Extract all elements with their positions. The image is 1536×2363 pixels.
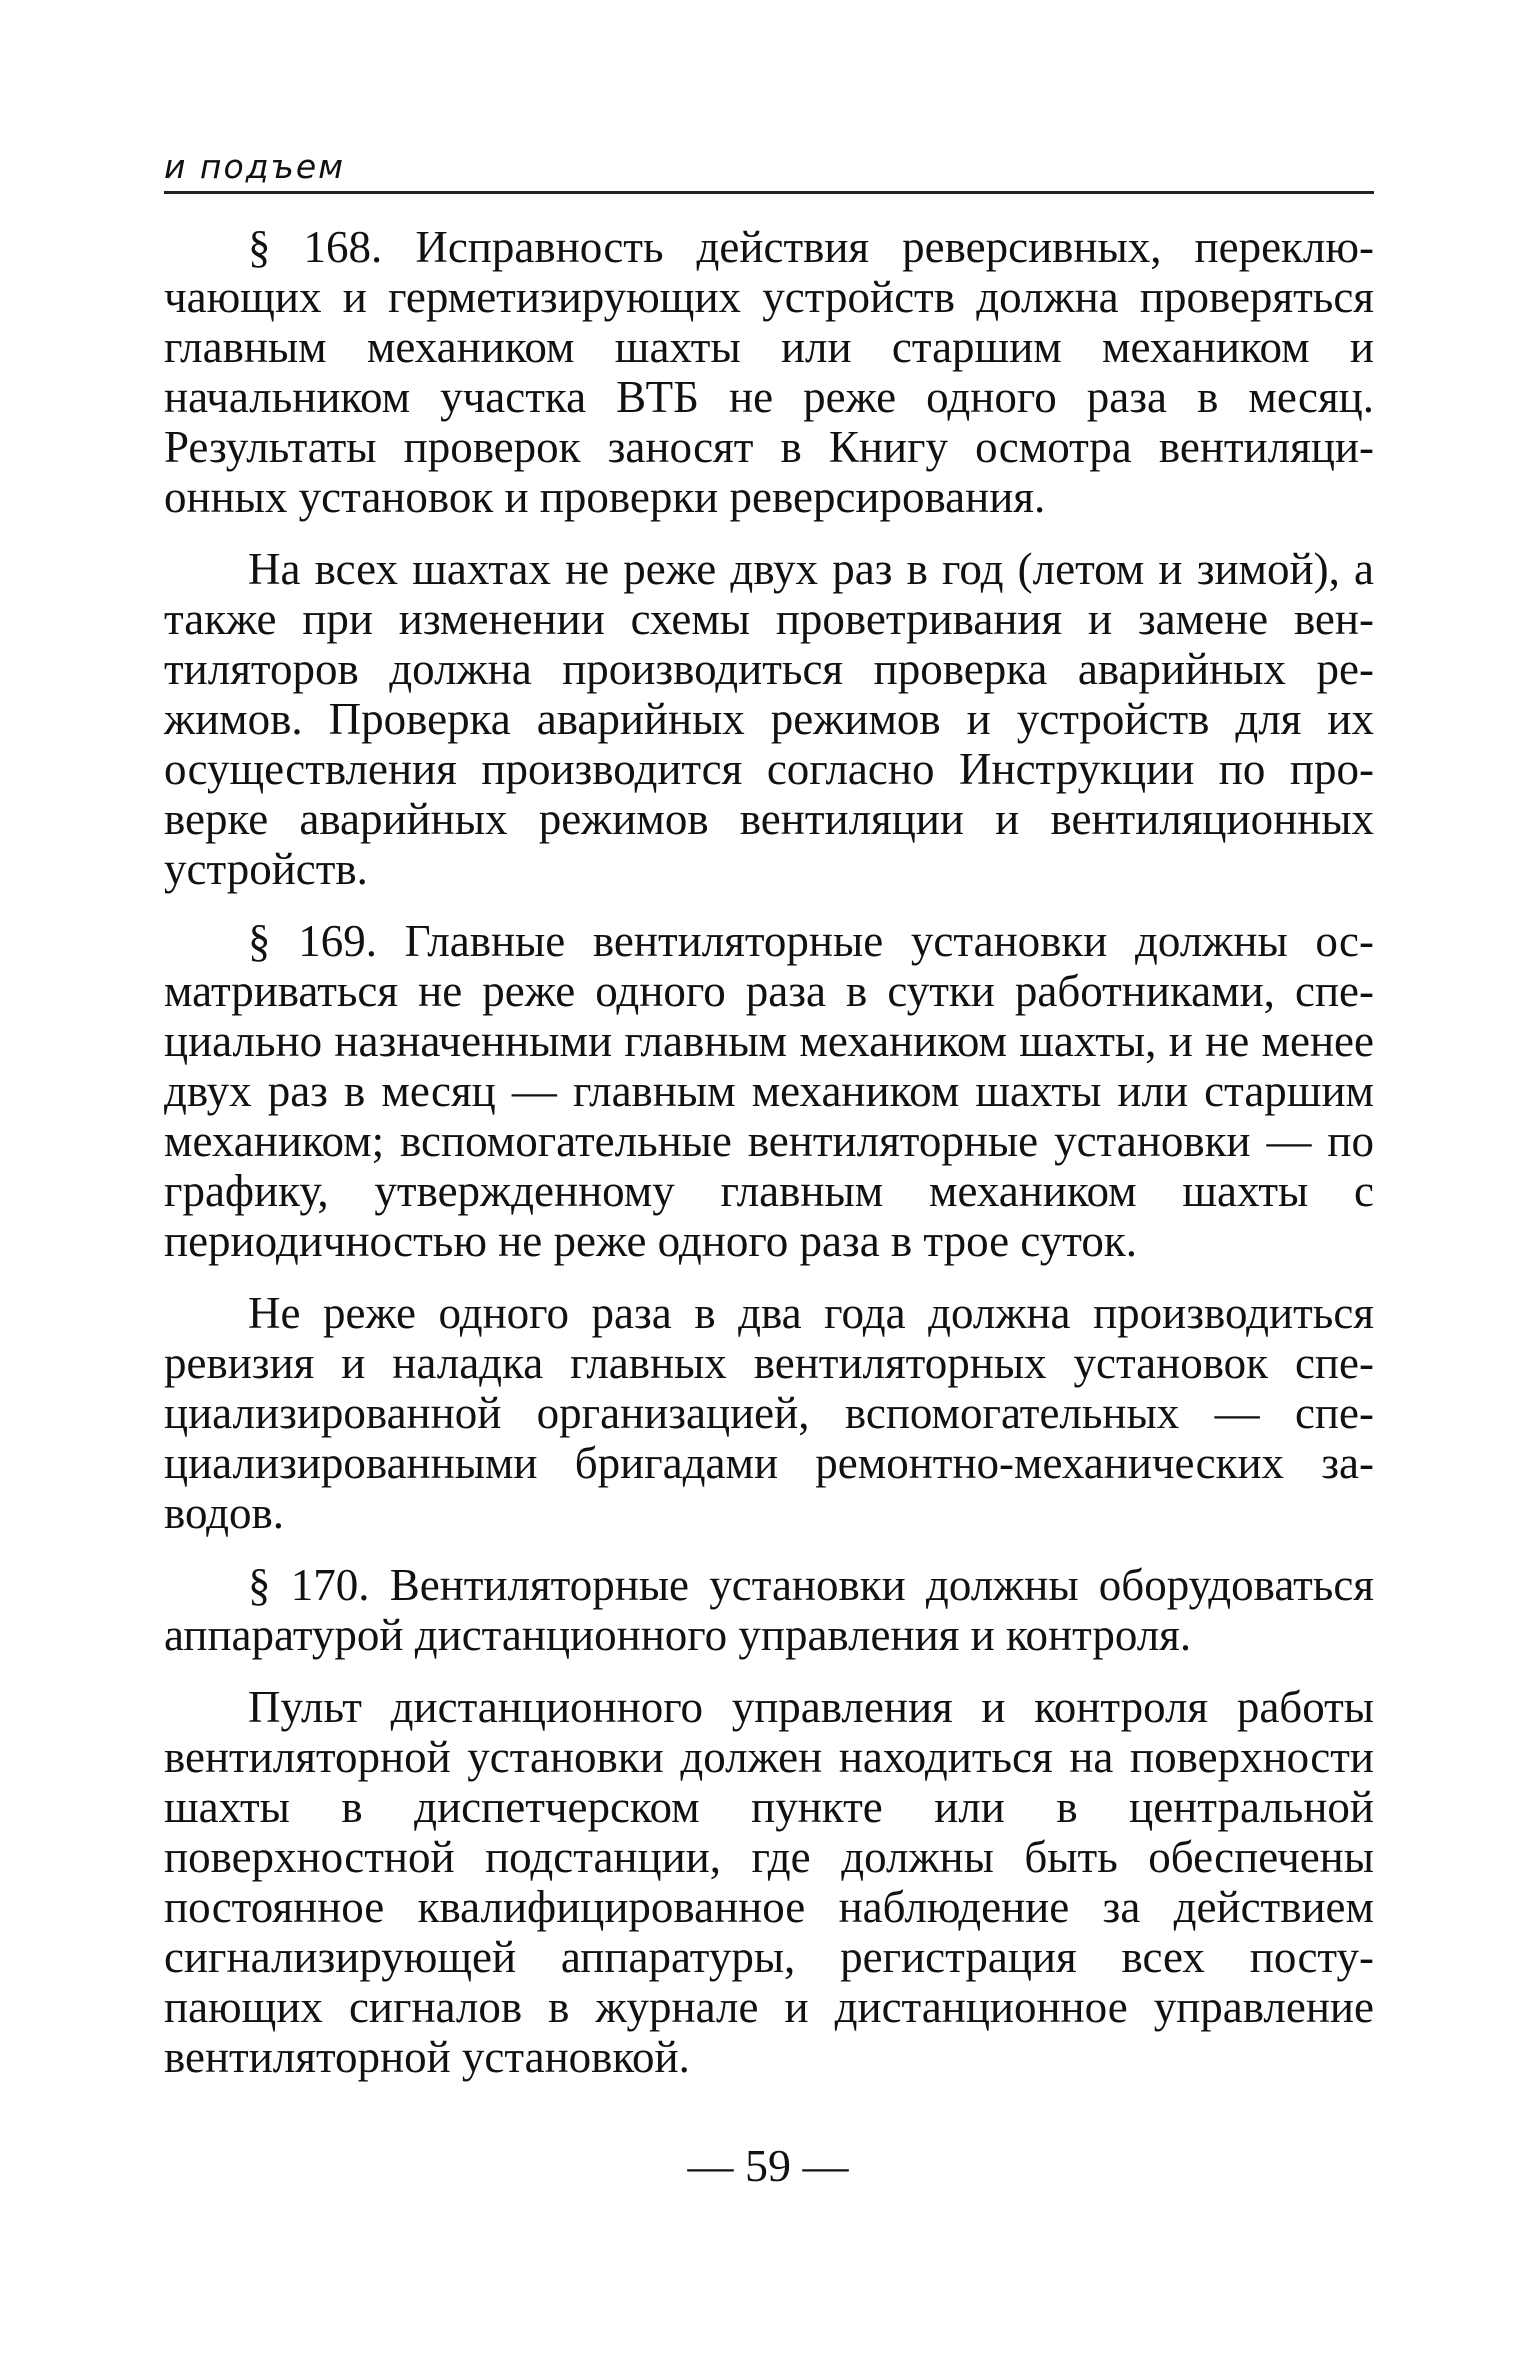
- paragraph-170: § 170. Вентиляторные установки должны оборудоваться аппаратурой дистанционного управления и контроля.: [164, 1560, 1374, 1660]
- paragraph-revision: Не реже одного раза в два года должна производиться ревизия и наладка главных вентиляторных установок специализированной организацией, вспомогательных — специализированными бригадами ремонтно-механических заводов.: [164, 1288, 1374, 1538]
- body-text: [164, 222, 1374, 2082]
- paragraph-emergency-modes: На всех шахтах не реже двух раз в год (летом и зимой), а также при изменении схемы проветривания и замене вентиляторов должна производиться проверка аварийных режимов. Проверка аварийных режимов и устройств для их осуществления производится согласно Инструкции по проверке аварийных режимов вентиляции и вентиляционных устройств.: [164, 544, 1374, 894]
- page-number: — 59 —: [687, 2140, 849, 2191]
- paragraph-168: § 168. Исправность действия реверсивных, переключающих и герметизирующих устройств должна проверяться главным механиком шахты или старшим механиком и начальником участка ВТБ не реже одного раза в месяц. Результаты проверок заносят в Книгу осмотра вентиляционных установок и проверки реверсирования.: [164, 222, 1374, 522]
- header-rule: [164, 191, 1374, 194]
- paragraph-control-panel: Пульт дистанционного управления и контроля работы вентиляторной установки должен находиться на поверхности шахты в диспетчерском пункте или в центральной поверхностной подстанции, где должны быть обеспечены постоянное квалифицированное наблюдение за действием сигнализирующей аппаратуры, регистрация всех поступающих сигналов в журнале и дистанционное управление вентиляторной установкой.: [164, 1682, 1374, 2082]
- running-head: и подъем: [164, 147, 346, 186]
- paragraph-169: § 169. Главные вентиляторные установки должны осматриваться не реже одного раза в сутки работниками, специально назначенными главным механиком шахты, и не менее двух раз в месяц — главным механиком шахты или старшим механиком; вспомогательные вентиляторные установки — по графику, утвержденному главным механиком шахты с периодичностью не реже одного раза в трое суток.: [164, 916, 1374, 1266]
